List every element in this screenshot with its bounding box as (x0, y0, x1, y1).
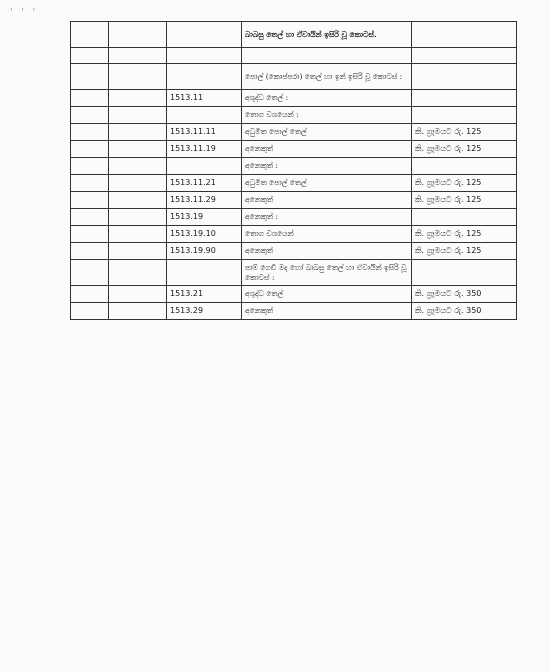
blank-cell-1 (71, 286, 109, 303)
table-row (71, 22, 517, 48)
blank-cell-1 (71, 22, 109, 48)
hs-code-cell: 1513.11.11 (167, 124, 242, 141)
tariff-table-body (71, 22, 517, 320)
description-cell: තොග වශයෙන් (242, 226, 412, 243)
rate-cell: කි. ග්‍රෑමයට රු. 350 (412, 286, 517, 303)
rate-cell (412, 64, 517, 90)
hs-code-cell (167, 260, 242, 286)
table-row (71, 90, 517, 107)
blank-cell-1 (71, 260, 109, 286)
blank-cell-1 (71, 303, 109, 320)
rate-cell (412, 22, 517, 48)
rate-cell (412, 158, 517, 175)
table-row (71, 260, 517, 286)
blank-cell-2 (109, 48, 167, 64)
hs-code-cell: 1513.19 (167, 209, 242, 226)
blank-cell-2 (109, 124, 167, 141)
rate-cell: කි. ග්‍රෑමයට රු. 125 (412, 192, 517, 209)
description-cell (242, 48, 412, 64)
description-cell: බාබසු තෙල් හා ඒවායින් ඉසිරි වූ කොටස්. (242, 22, 412, 48)
blank-cell-1 (71, 124, 109, 141)
rate-cell: කි. ග්‍රෑමයට රු. 125 (412, 175, 517, 192)
blank-cell-1 (71, 141, 109, 158)
blank-cell-1 (71, 90, 109, 107)
rate-cell: කි. ග්‍රෑමයට රු. 125 (412, 124, 517, 141)
description-cell: තොග වශයෙන් : (242, 107, 412, 124)
blank-cell-2 (109, 260, 167, 286)
blank-cell-2 (109, 64, 167, 90)
description-cell: අධුමිත පොල් තෙල් (242, 175, 412, 192)
description-cell: අනෙකුත් (242, 141, 412, 158)
blank-cell-2 (109, 226, 167, 243)
table-row (71, 48, 517, 64)
hs-code-cell: 1513.21 (167, 286, 242, 303)
blank-cell-2 (109, 90, 167, 107)
hs-code-cell (167, 48, 242, 64)
description-cell: අනෙකුත් (242, 192, 412, 209)
blank-cell-1 (71, 107, 109, 124)
description-cell: අනෙකුත් : (242, 209, 412, 226)
table-row (71, 303, 517, 320)
description-cell: පොල් (කොප්පරා) තෙල් හා ඉන් ඉසිරි වූ කොටස් : (242, 64, 412, 90)
rate-cell: කි. ග්‍රෑමයට රු. 125 (412, 243, 517, 260)
blank-cell-2 (109, 107, 167, 124)
table-row (71, 175, 517, 192)
rate-cell: කි. ග්‍රෑමයට රු. 125 (412, 226, 517, 243)
hs-code-cell (167, 22, 242, 48)
table-row (71, 192, 517, 209)
blank-cell-2 (109, 192, 167, 209)
corner-mark: ' ' ' (10, 8, 39, 18)
blank-cell-1 (71, 209, 109, 226)
blank-cell-2 (109, 303, 167, 320)
blank-cell-2 (109, 243, 167, 260)
description-cell: අනෙකුත් : (242, 158, 412, 175)
table-row (71, 209, 517, 226)
description-cell: අශුද්ධ තෙල් (242, 286, 412, 303)
description-cell: අශුද්ධ තෙල් : (242, 90, 412, 107)
hs-code-cell: 1513.11.21 (167, 175, 242, 192)
rate-cell: කි. ග්‍රෑමයට රු. 125 (412, 141, 517, 158)
table-row (71, 226, 517, 243)
hs-code-cell (167, 158, 242, 175)
tariff-table (70, 21, 517, 320)
blank-cell-1 (71, 158, 109, 175)
hs-code-cell: 1513.19.90 (167, 243, 242, 260)
blank-cell-1 (71, 192, 109, 209)
table-row (71, 124, 517, 141)
hs-code-cell: 1513.11 (167, 90, 242, 107)
blank-cell-2 (109, 158, 167, 175)
rate-cell (412, 260, 517, 286)
rate-cell (412, 90, 517, 107)
blank-cell-1 (71, 64, 109, 90)
rate-cell: කි. ග්‍රෑමයට රු. 350 (412, 303, 517, 320)
blank-cell-1 (71, 226, 109, 243)
hs-code-cell (167, 64, 242, 90)
table-row (71, 286, 517, 303)
table-row (71, 243, 517, 260)
description-cell: අධුමිත පොල් තෙල් (242, 124, 412, 141)
description-cell: අනෙකුත් (242, 243, 412, 260)
hs-code-cell: 1513.29 (167, 303, 242, 320)
blank-cell-1 (71, 48, 109, 64)
hs-code-cell: 1513.11.29 (167, 192, 242, 209)
blank-cell-2 (109, 175, 167, 192)
blank-cell-2 (109, 209, 167, 226)
hs-code-cell: 1513.11.19 (167, 141, 242, 158)
blank-cell-2 (109, 22, 167, 48)
table-row (71, 141, 517, 158)
blank-cell-2 (109, 141, 167, 158)
blank-cell-1 (71, 243, 109, 260)
blank-cell-1 (71, 175, 109, 192)
table-row (71, 158, 517, 175)
rate-cell (412, 48, 517, 64)
blank-cell-2 (109, 286, 167, 303)
rate-cell (412, 209, 517, 226)
description-cell: පාම් ගෙඩි මද හෝ බාබසු තෙල් හා ඒවායින් ඉසිරි වූ කොටස් : (242, 260, 412, 286)
hs-code-cell (167, 107, 242, 124)
hs-code-cell: 1513.19.10 (167, 226, 242, 243)
table-row (71, 107, 517, 124)
description-cell: අනෙකුත් (242, 303, 412, 320)
rate-cell (412, 107, 517, 124)
table-row (71, 64, 517, 90)
